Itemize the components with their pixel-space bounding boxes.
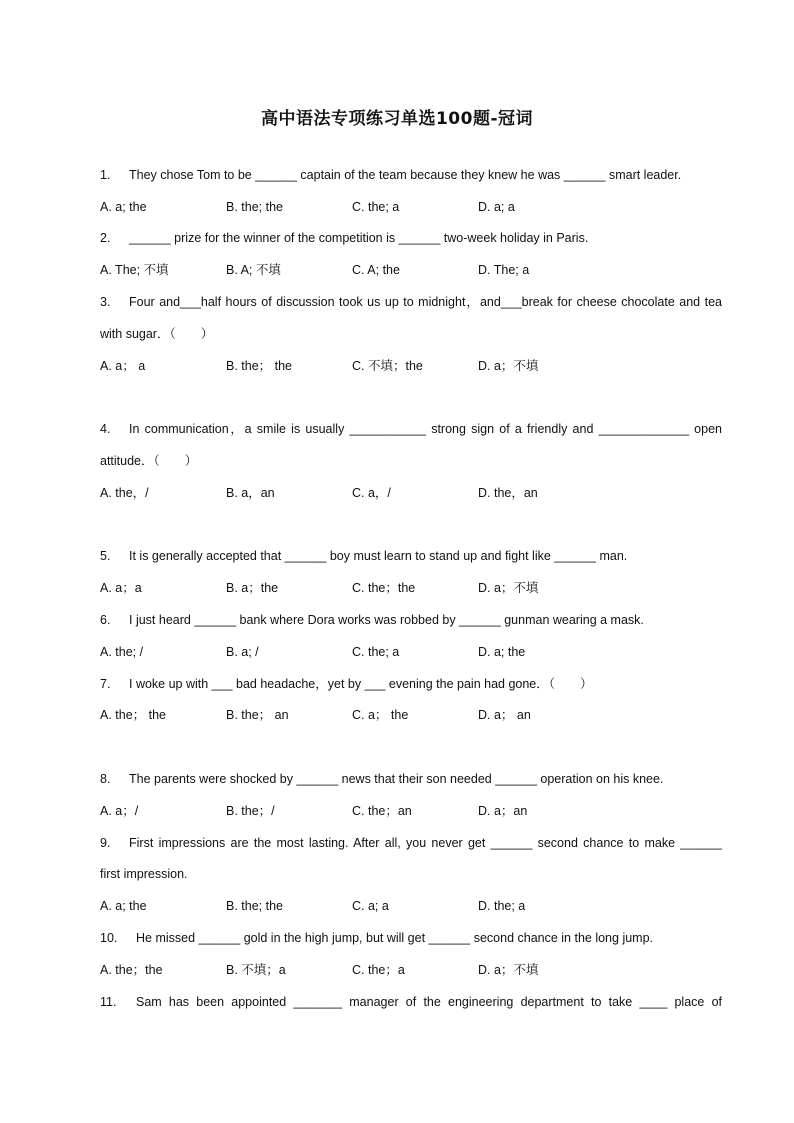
option-b: B. 不填；a (226, 963, 286, 977)
question-text: First impressions are the most lasting. After all, you never get ______ second chance to make ______ (129, 836, 722, 850)
option-c: C. a； the (352, 708, 409, 722)
option-b: B. the；/ (226, 804, 275, 818)
option-a: A. The; 不填 (100, 263, 169, 277)
question-text: Four and___half hours of discussion took us up to midnight，and___break for cheese chocolate and tea (129, 295, 722, 309)
question-text: I just heard ______ bank where Dora works was robbed by ______ gunman wearing a mask. (129, 613, 644, 627)
question-text: He missed ______ gold in the high jump, but will get ______ second chance in the long jump. (136, 931, 654, 945)
question-number: 9. (100, 836, 111, 850)
option-d: D. the，an (478, 486, 538, 500)
question-10 (100, 930, 722, 946)
option-a: A. a；/ (100, 804, 139, 818)
option-c: C. a，/ (352, 486, 391, 500)
option-d: D. a；不填 (478, 359, 539, 373)
option-a: A. a; the (100, 899, 147, 913)
question-number: 11. (100, 995, 117, 1009)
question-text: They chose Tom to be ______ captain of the team because they knew he was ______ smart leader. (129, 168, 682, 182)
question-9-continuation: first impression. (100, 867, 188, 881)
option-c: C. 不填；the (352, 359, 423, 373)
question-text: I woke up with ___ bad headache，yet by ___ evening the pain had gone．（ ） (129, 677, 593, 691)
option-b: B. a；the (226, 581, 279, 595)
option-d: D. The; a (478, 263, 530, 277)
option-d: D. a; the (478, 645, 526, 659)
option-c: C. A; the (352, 263, 400, 277)
question-text: The parents were shocked by ______ news that their son needed ______ operation on his knee. (129, 772, 664, 786)
question-number: 10. (100, 931, 118, 945)
question-number: 4. (100, 422, 111, 436)
option-c: C. the；an (352, 804, 412, 818)
option-c: C. a; a (352, 899, 389, 913)
option-b: B. a，an (226, 486, 275, 500)
option-c: C. the；a (352, 963, 405, 977)
question-text: ______ prize for the winner of the competition is ______ two-week holiday in Paris. (129, 231, 589, 245)
option-a: A. the，/ (100, 486, 149, 500)
option-a: A. the; / (100, 645, 144, 659)
option-c: C. the; a (352, 200, 400, 214)
question-3 (100, 294, 722, 310)
question-text: It is generally accepted that ______ boy must learn to stand up and fight like ______ man. (129, 549, 628, 563)
question-number: 8. (100, 772, 111, 786)
option-d: D. the; a (478, 899, 526, 913)
page-title: 高中语法专项练习单选100题-冠词 (260, 109, 534, 129)
option-d: D. a；不填 (478, 963, 539, 977)
question-11 (100, 994, 722, 1010)
question-4 (100, 421, 722, 437)
question-3-continuation: with sugar．（ ） (100, 327, 214, 341)
option-b: B. A; 不填 (226, 263, 281, 277)
question-text: Sam has been appointed _______ manager of the engineering department to take ____ place of (136, 995, 722, 1009)
option-d: D. a；an (478, 804, 528, 818)
option-c: C. the; a (352, 645, 400, 659)
option-b: B. a; / (226, 645, 259, 659)
question-8 (100, 771, 722, 787)
option-b: B. the； the (226, 359, 293, 373)
question-number: 7. (100, 677, 111, 691)
question-2 (100, 230, 722, 246)
question-4-continuation: attitude．（ ） (100, 454, 198, 468)
option-b: B. the； an (226, 708, 289, 722)
option-a: A. the；the (100, 963, 163, 977)
question-number: 3. (100, 295, 111, 309)
question-5 (100, 548, 722, 564)
option-a: A. a；a (100, 581, 142, 595)
option-c: C. the；the (352, 581, 416, 595)
option-a: A. the； the (100, 708, 167, 722)
option-b: B. the; the (226, 899, 283, 913)
question-number: 2. (100, 231, 111, 245)
question-9 (100, 835, 722, 851)
question-text: In communication，a smile is usually ___________ strong sign of a friendly and _____________ open (129, 422, 722, 436)
option-a: A. a； a (100, 359, 146, 373)
question-7 (100, 676, 722, 692)
question-number: 6. (100, 613, 111, 627)
question-number: 1. (100, 168, 111, 182)
option-d: D. a；不填 (478, 581, 539, 595)
question-6 (100, 612, 722, 628)
option-d: D. a; a (478, 200, 515, 214)
question-1 (100, 167, 722, 183)
option-b: B. the; the (226, 200, 283, 214)
option-a: A. a; the (100, 200, 147, 214)
option-d: D. a； an (478, 708, 531, 722)
question-number: 5. (100, 549, 111, 563)
